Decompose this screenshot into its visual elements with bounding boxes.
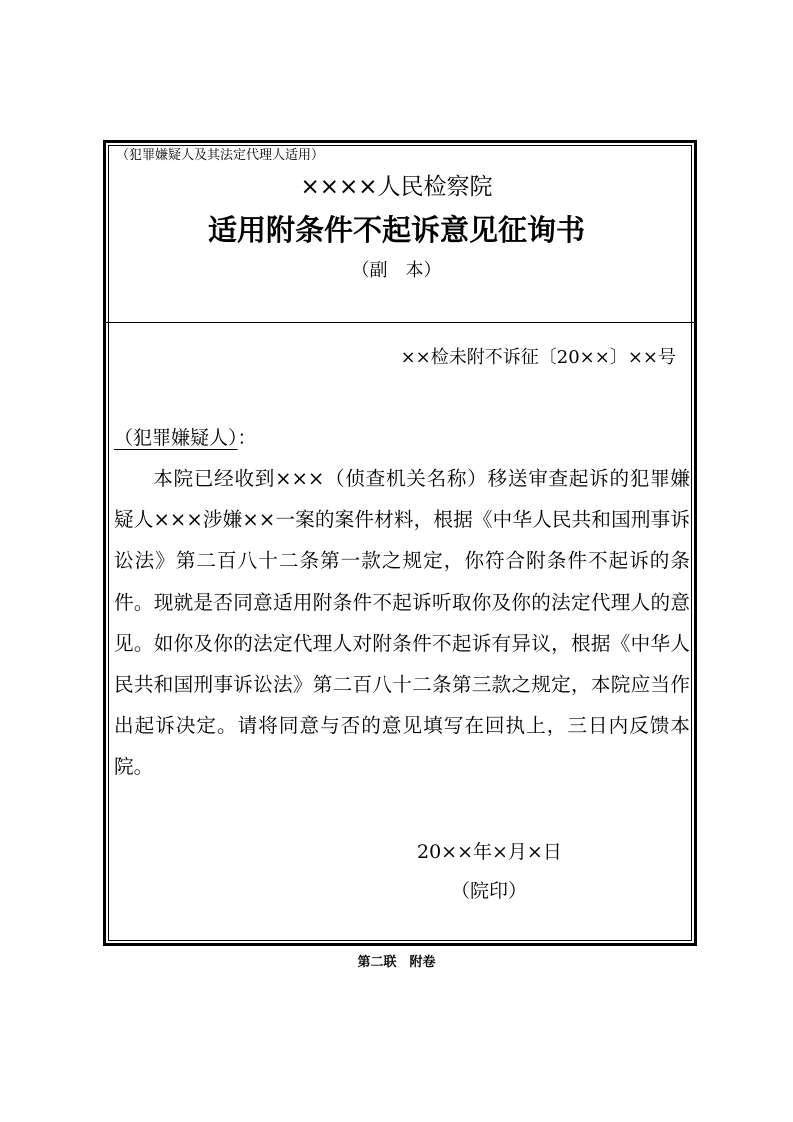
body-text [114,458,690,788]
document-title: 适用附条件不起诉意见征询书 [207,213,585,247]
footer-label: 第二联 附卷 [357,955,436,970]
header-divider [106,322,694,323]
addressee-line [114,424,257,452]
addressee-name: （犯罪嫌疑人） [114,427,238,449]
body-paragraph: 本院已经收到×××（侦查机关名称）移送审查起诉的犯罪嫌疑人×××涉嫌××一案的案件材料，根据《中华人民共和国刑事诉讼法》第二百八十二条第一款之规定，你符合附条件不起诉的条件。现就是否同意适用附条件不起诉听取你及你的法定代理人的意见。如你及你的法定代理人对附条件不起诉有异议，根据《中华人民共和国刑事诉讼法》第二百八十二条第三款之规定，本院应当作出起诉决定。请将同意与否的意见填写在回执上，三日内反馈本院。 [114,467,690,779]
copy-label: （副 本） [351,260,442,281]
procuratorate-name: ××××人民检察院 [300,174,493,200]
document-number: ××检未附不诉征〔20××〕××号 [400,347,676,368]
issue-date: 20××年×月×日 [417,841,562,863]
applicable-note: （犯罪嫌疑人及其法定代理人适用） [116,148,325,163]
addressee-colon: ： [237,427,257,449]
seal-label: （院印） [451,880,528,902]
